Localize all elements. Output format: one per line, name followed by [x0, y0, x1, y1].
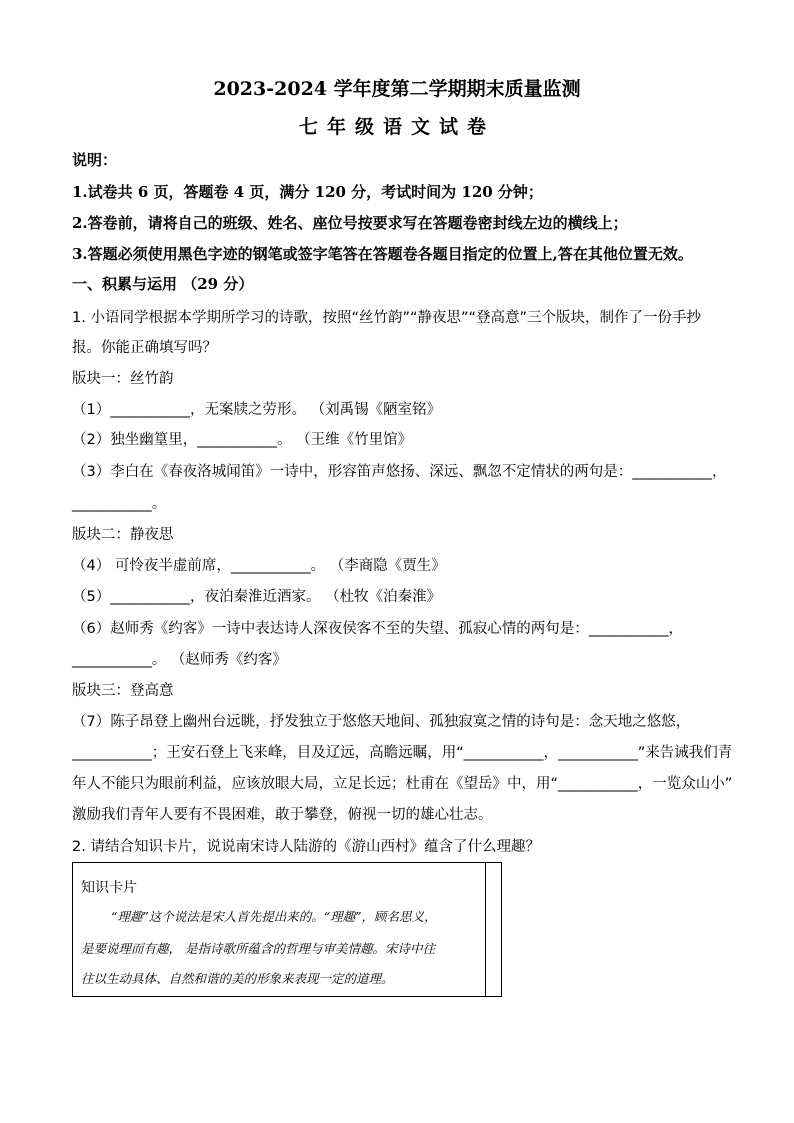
card-text-line: 是要说理而有趣， 是指诗歌所蕴含的哲理与审美情趣。宋诗中往	[81, 941, 435, 956]
question-1-stem: 1. 小语同学根据本学期所学习的诗歌，按照“丝竹韵”“静夜思”“登高意”三个版块，制作了一份手抄	[72, 310, 702, 326]
card-text-line: “理趣”这个说法是宋人首先提出来的。“理趣”，顾名思义，	[111, 909, 437, 924]
exam-subtitle: 七年级语文试卷	[298, 116, 495, 138]
card-text-line: 往以生动具体、自然和谐的美的形象来表现一定的道理。	[81, 971, 394, 986]
fill-item-3: （3）李白在《春夜洛城闻笛》一诗中，形容笛声悠扬、深远、飘忽不定情状的两句是：___________，	[72, 464, 727, 480]
fill-item-3-cont: ___________。	[72, 496, 167, 512]
block-heading: 版块二：静夜思	[72, 527, 174, 543]
fill-item-7-cont: 激励我们青年人要有不畏困难，敢于攀登，俯视一切的雄心壮志。	[72, 807, 493, 823]
notes-label: 说明：	[72, 151, 118, 169]
exam-title: 2023-2024 学年度第二学期期末质量监测	[213, 78, 581, 100]
block-heading: 版块三：登高意	[72, 683, 174, 699]
question-2-stem: 2. 请结合知识卡片，说说南宋诗人陆游的《游山西村》蕴含了什么理趣？	[72, 839, 540, 855]
fill-item-7-cont: ___________；王安石登上飞来峰，目及辽远，高瞻远瞩，用“___________，___________”来告诫我们青	[72, 745, 733, 761]
knowledge-card	[72, 862, 502, 997]
fill-item-7: （7）陈子昂登上幽州台远眺，抒发独立于悠悠天地间、孤独寂寞之情的诗句是：念天地之悠悠，	[72, 714, 691, 730]
fill-item-2: （2）独坐幽篁里，___________。 （王维《竹里馆》	[72, 432, 413, 448]
fill-item-5: （5）___________，夜泊秦淮近酒家。 （杜牧《泊秦淮》	[72, 589, 442, 605]
note-item: 2.答卷前，请将自己的班级、姓名、座位号按要求写在答题卷密封线左边的横线上；	[72, 214, 628, 232]
block-heading: 版块一：丝竹韵	[72, 371, 174, 387]
note-item: 3.答题必须使用黑色字迹的钢笔或签字笔答在答题卷各题目指定的位置上,答在其他位置无效。	[72, 245, 693, 263]
fill-item-7-cont: 年人不能只为眼前利益，应该放眼大局，立足长远；杜甫在《望岳》中，用“___________，一览众山小”	[72, 776, 733, 792]
question-1-stem: 报。你能正确填写吗？	[72, 340, 217, 356]
section-heading: 一、积累与运用 （29 分）	[72, 275, 254, 293]
fill-item-1: （1）___________，无案牍之劳形。 （刘禹锡《陋室铭》	[72, 402, 442, 418]
fill-item-6-cont: ___________。 （赵师秀《约客》	[72, 652, 287, 668]
fill-item-4: （4） 可怜夜半虚前席，___________。 （李商隐《贾生》	[72, 558, 446, 574]
card-divider	[485, 863, 486, 996]
fill-item-6: （6）赵师秀《约客》一诗中表达诗人深夜侯客不至的失望、孤寂心情的两句是：___________，	[72, 621, 683, 637]
note-item: 1.试卷共 6 页，答题卷 4 页，满分 120 分，考试时间为 120 分钟；	[72, 183, 543, 201]
card-title: 知识卡片	[81, 880, 137, 896]
